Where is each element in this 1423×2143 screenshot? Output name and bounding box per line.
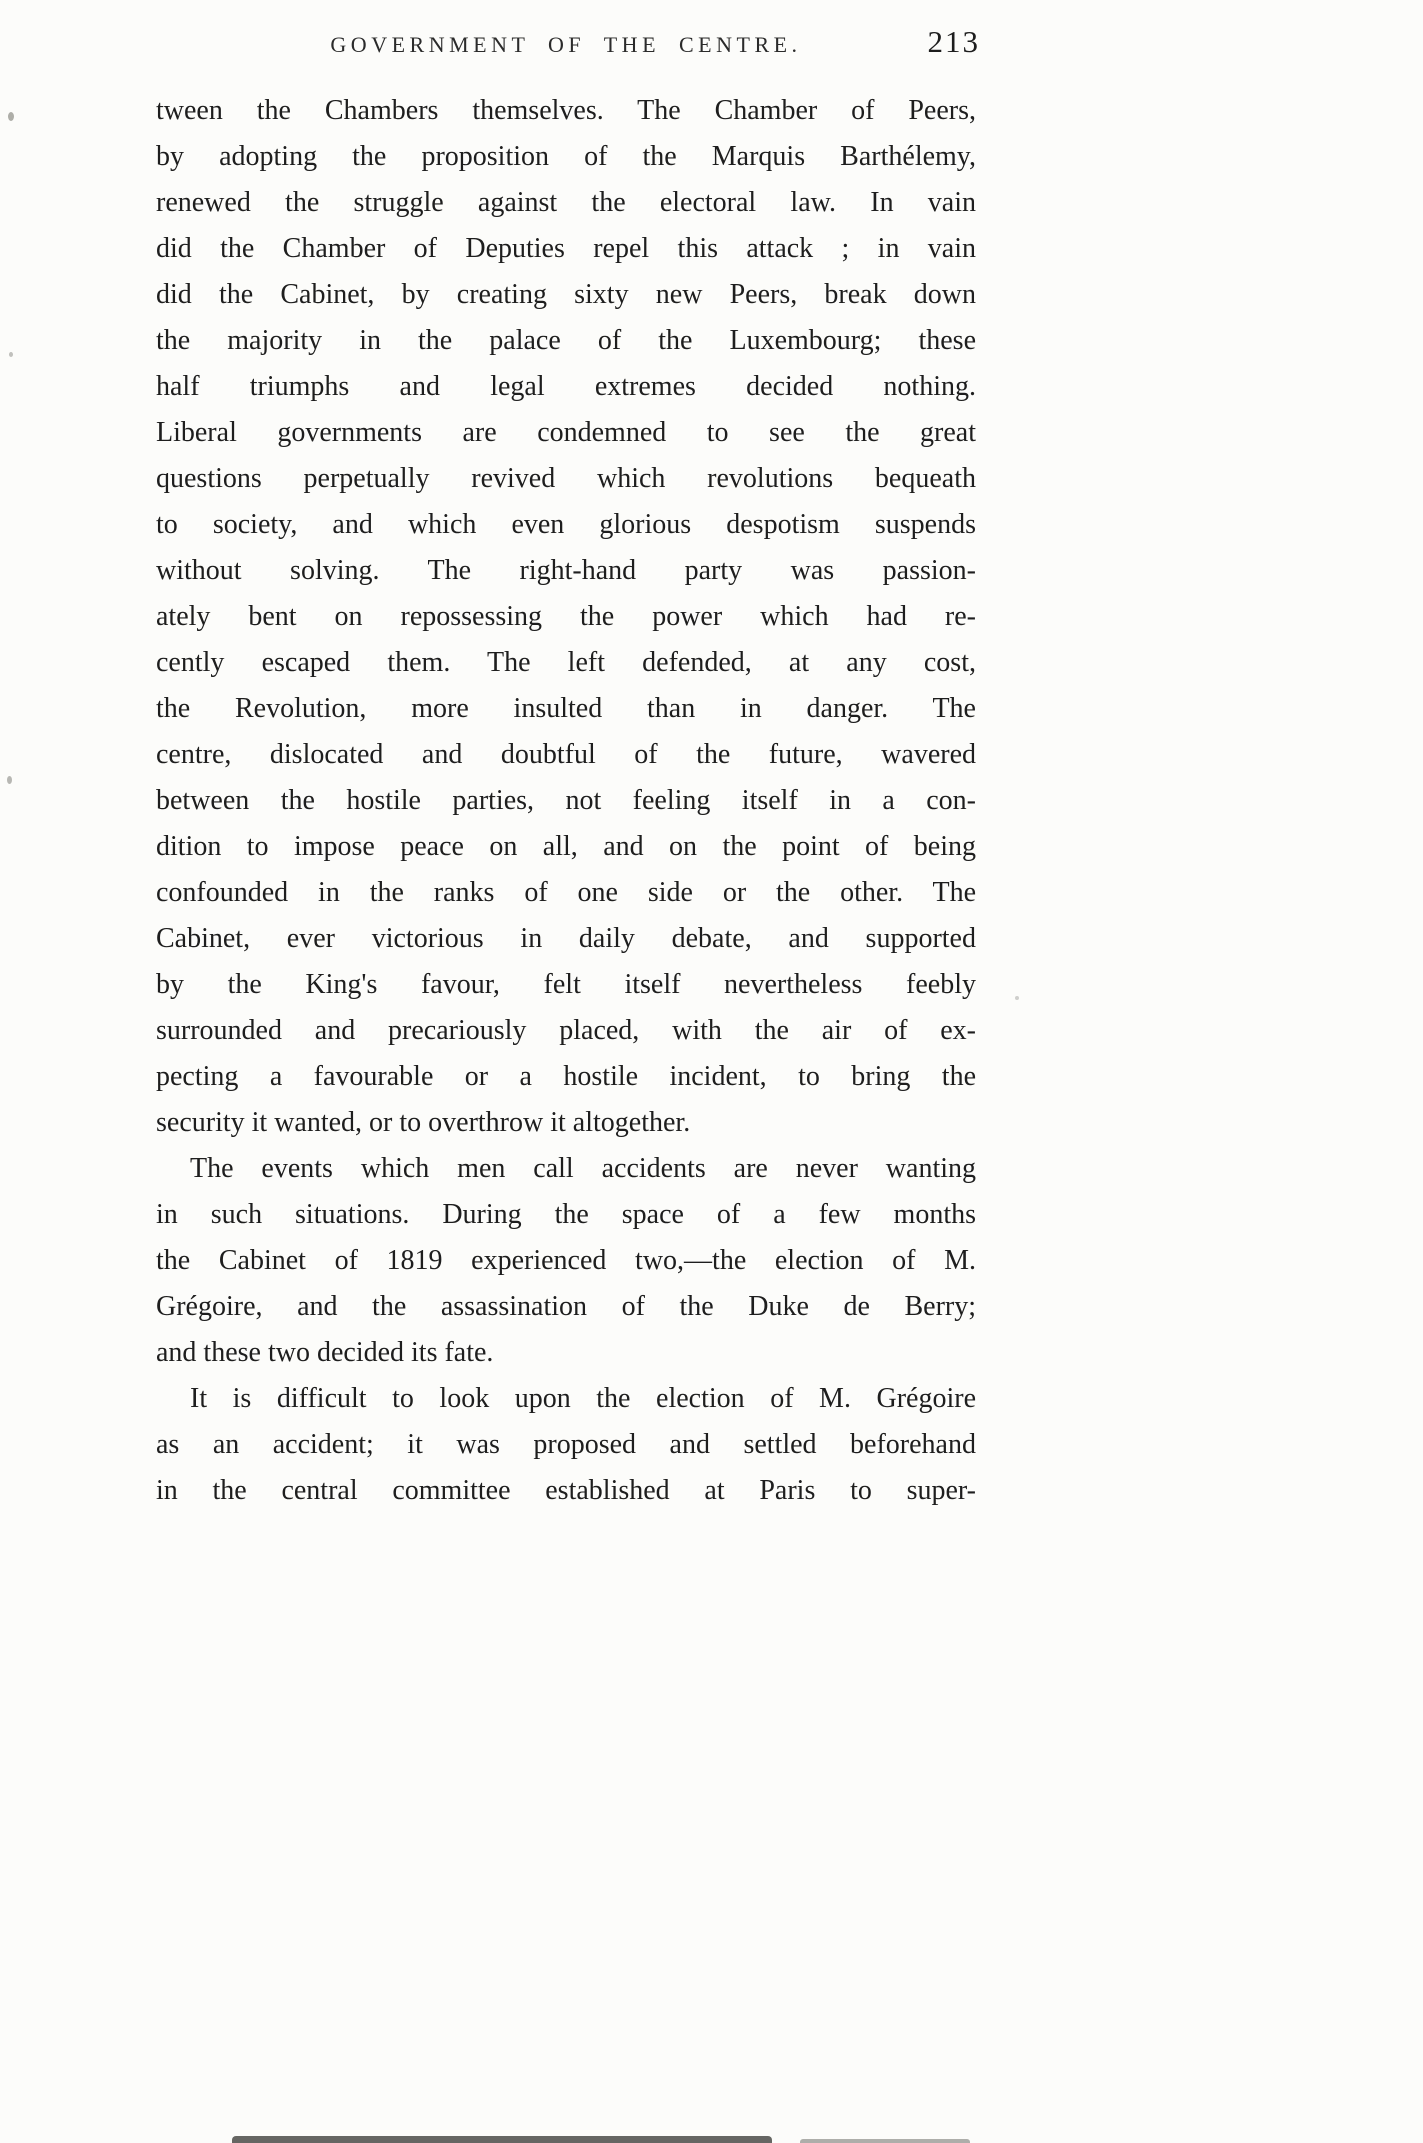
page-body (156, 88, 976, 1514)
paragraph (156, 1376, 976, 1514)
text-line: surrounded and precariously placed, with the air of ex- (156, 1015, 976, 1046)
scan-speck (7, 776, 12, 784)
text-line: renewed the struggle against the electoral law. In vain (156, 187, 976, 218)
text-line: cently escaped them. The left defended, at any cost, (156, 647, 976, 678)
scan-edge-artifact (800, 2139, 970, 2143)
text-line: without solving. The right-hand party was passion- (156, 555, 976, 586)
text-line: the Cabinet of 1819 experienced two,—the election of M. (156, 1245, 976, 1276)
text-line: the Revolution, more insulted than in danger. The (156, 693, 976, 724)
text-line: by the King's favour, felt itself nevertheless feebly (156, 969, 976, 1000)
text-line: questions perpetually revived which revolutions bequeath (156, 463, 976, 494)
text-line: in the central committee established at Paris to super- (156, 1475, 976, 1506)
scan-speck (9, 352, 13, 357)
text-line: Liberal governments are condemned to see the great (156, 417, 976, 448)
paragraph (156, 1146, 976, 1376)
text-line: centre, dislocated and doubtful of the future, wavered (156, 739, 976, 770)
text-line: security it wanted, or to overthrow it altogether. (156, 1107, 691, 1138)
page-header (156, 24, 980, 72)
scan-speck (1015, 996, 1019, 1000)
text-line: between the hostile parties, not feeling itself in a con- (156, 785, 976, 816)
text-line: the majority in the palace of the Luxembourg; these (156, 325, 976, 356)
text-line: ately bent on repossessing the power which had re- (156, 601, 976, 632)
text-line: by adopting the proposition of the Marquis Barthélemy, (156, 141, 976, 172)
text-line: half triumphs and legal extremes decided nothing. (156, 371, 976, 402)
text-line: to society, and which even glorious despotism suspends (156, 509, 976, 540)
text-line: confounded in the ranks of one side or the other. The (156, 877, 976, 908)
paragraph (156, 88, 976, 1146)
text-line: and these two decided its fate. (156, 1337, 494, 1368)
text-line: tween the Chambers themselves. The Chamber of Peers, (156, 95, 976, 126)
text-line: as an accident; it was proposed and settled beforehand (156, 1429, 976, 1460)
scan-edge-artifact (232, 2136, 772, 2143)
text-line: did the Chamber of Deputies repel this attack ; in vain (156, 233, 976, 264)
text-line: dition to impose peace on all, and on the point of being (156, 831, 976, 862)
text-line: Grégoire, and the assassination of the Duke de Berry; (156, 1291, 976, 1322)
text-line: pecting a favourable or a hostile incident, to bring the (156, 1061, 976, 1092)
page-number: 213 (927, 24, 980, 59)
text-line: in such situations. During the space of a few months (156, 1199, 976, 1230)
running-title: GOVERNMENT OF THE CENTRE. (330, 32, 802, 57)
text-line: It is difficult to look upon the election of M. Grégoire (190, 1383, 976, 1414)
text-line: did the Cabinet, by creating sixty new Peers, break down (156, 279, 976, 310)
scan-speck (8, 112, 14, 121)
text-line: Cabinet, ever victorious in daily debate, and supported (156, 923, 976, 954)
text-line: The events which men call accidents are never wanting (190, 1153, 976, 1184)
